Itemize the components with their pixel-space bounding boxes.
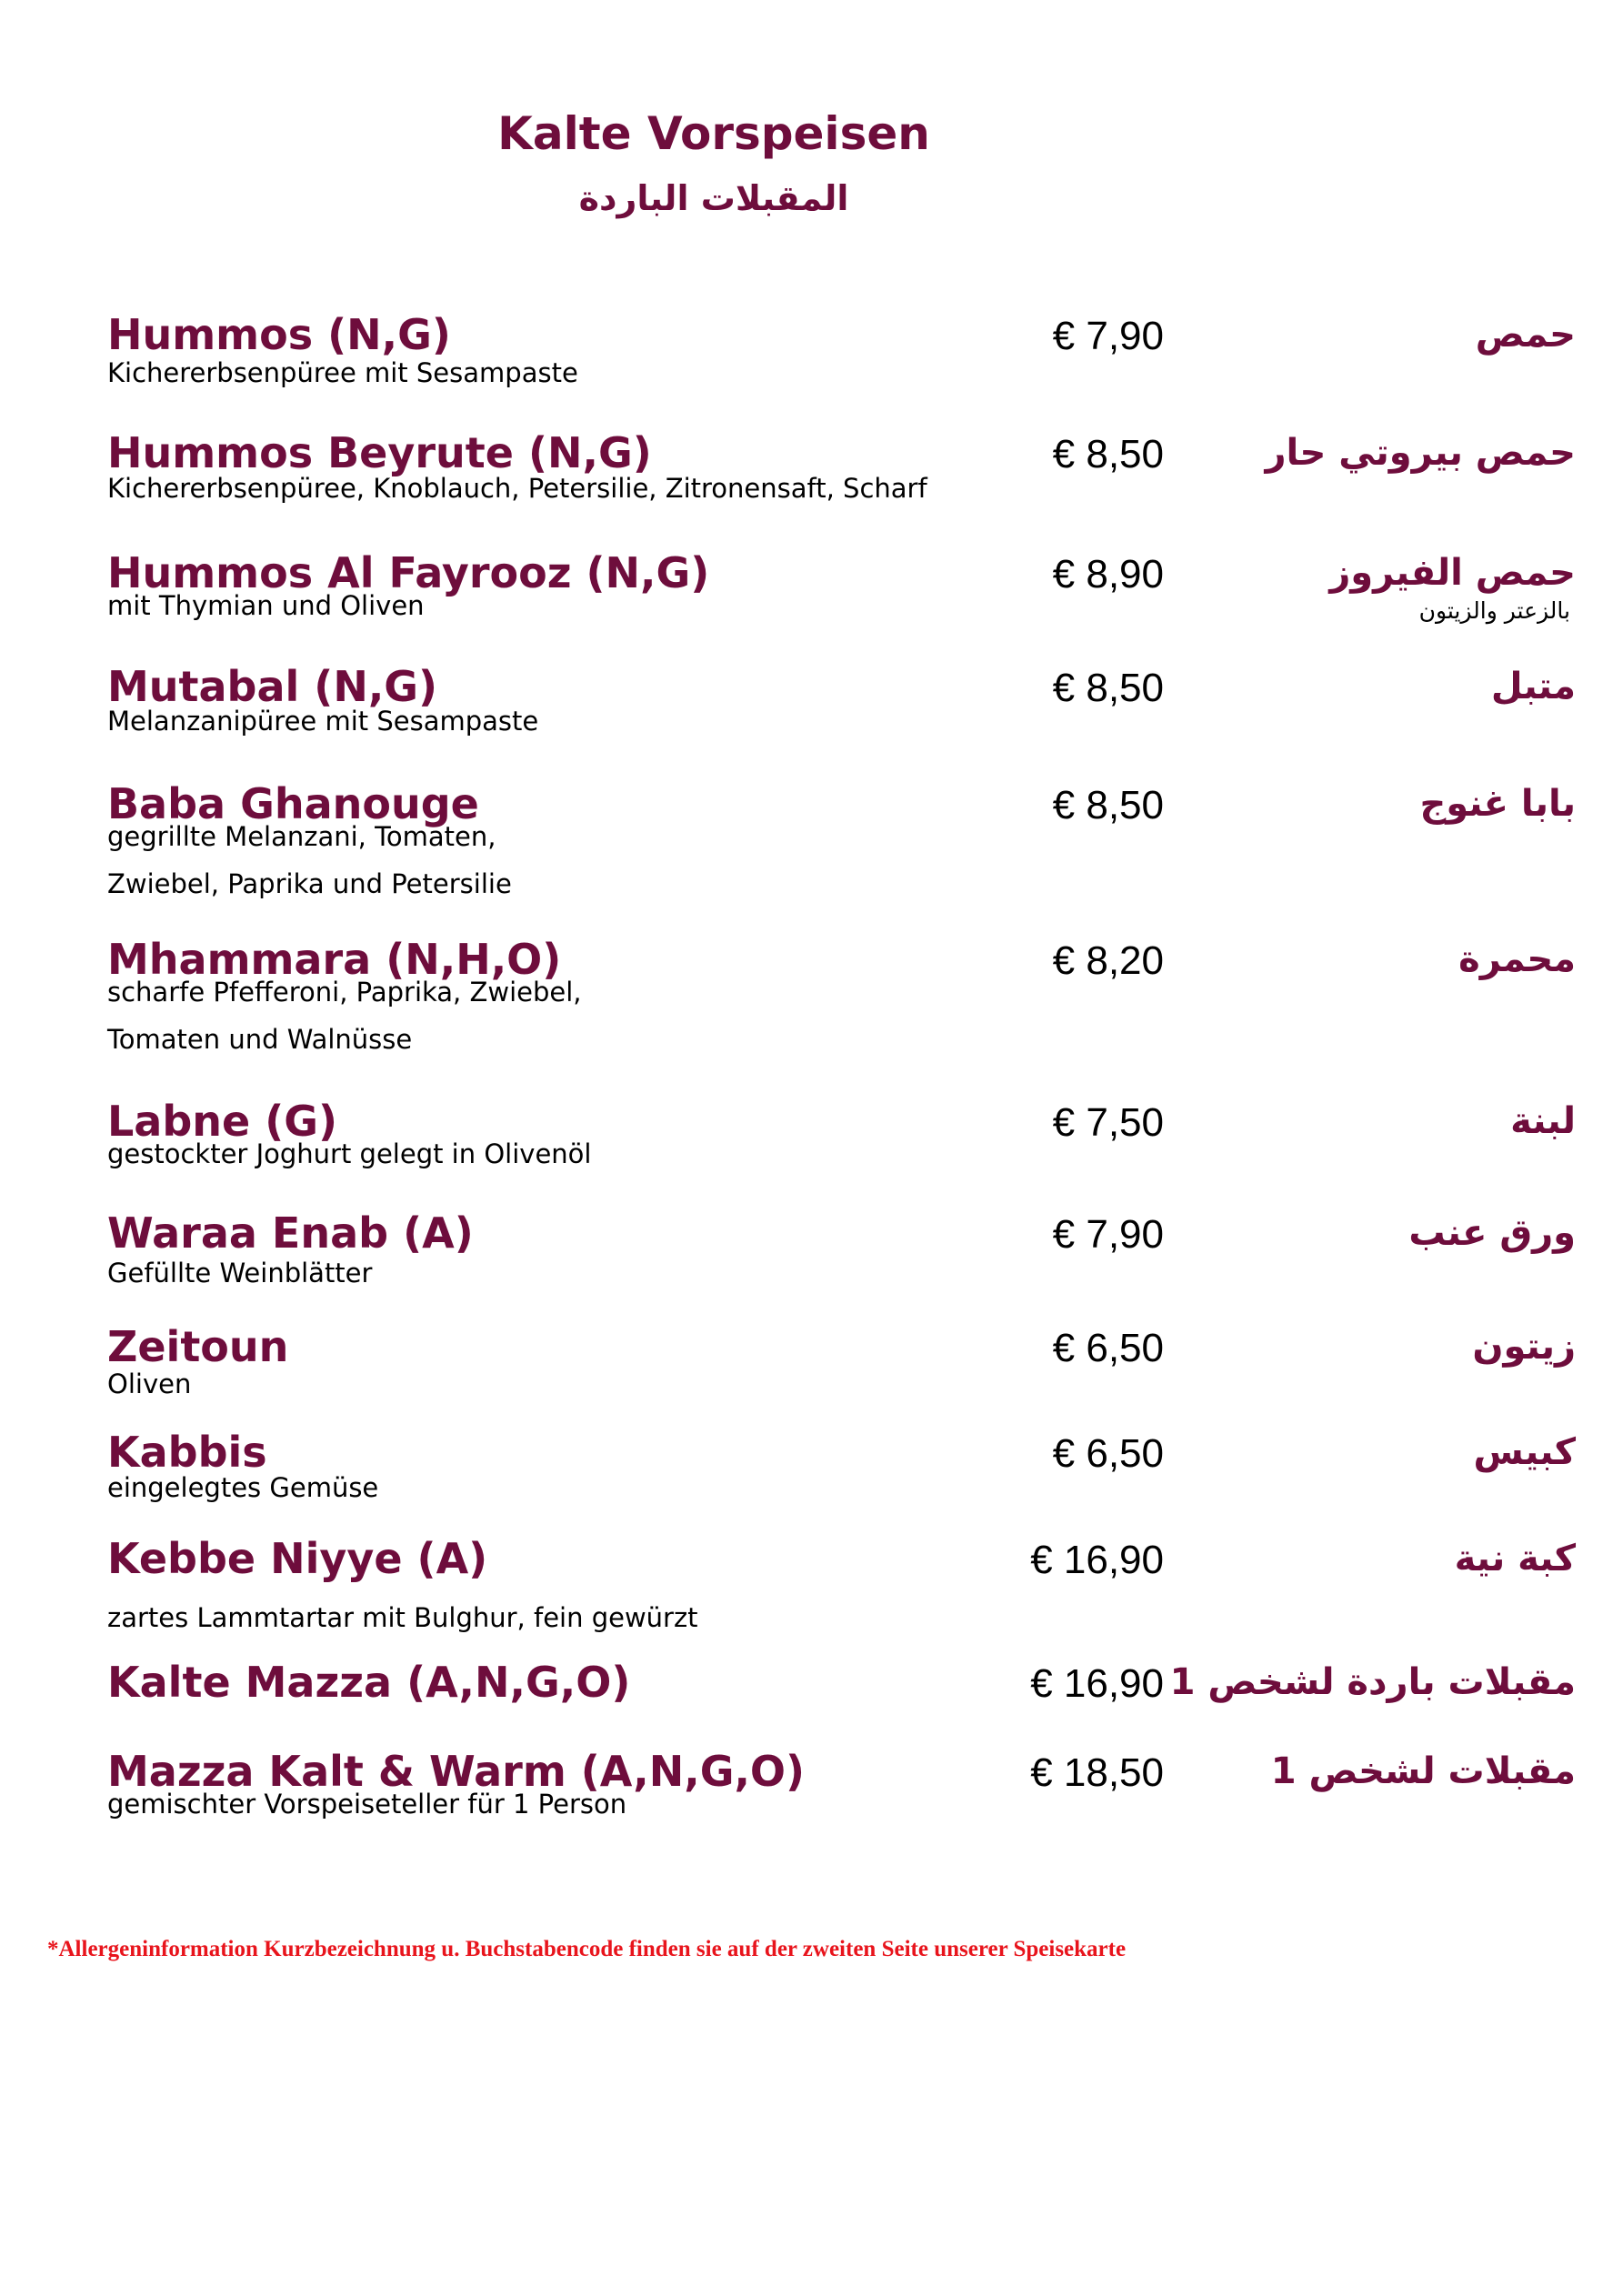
dish-description: Gefüllte Weinblätter (107, 1258, 373, 1288)
dish-price: € 18,50 (1030, 1750, 1164, 1795)
dish-description: gemischter Vorspeiseteller für 1 Person (107, 1789, 627, 1820)
dish-name-arabic: حمص الفيروز (1329, 552, 1576, 594)
dish-name: Labne (G) (107, 1097, 338, 1146)
dish-price: € 7,90 (1052, 1212, 1164, 1257)
dish-price: € 6,50 (1052, 1326, 1164, 1370)
dish-name-arabic: كبة نية (1454, 1538, 1576, 1579)
dish-price: € 8,20 (1052, 938, 1164, 983)
page-title-arabic: المقبلات الباردة (578, 178, 849, 218)
dish-name-arabic: مقبلات باردة لشخص 1 (1169, 1661, 1576, 1703)
dish-name-arabic: بابا غنوج (1419, 783, 1576, 825)
dish-description: gegrillte Melanzani, Tomaten, (107, 821, 496, 852)
dish-description: eingelegtes Gemüse (107, 1472, 379, 1503)
dish-price: € 8,90 (1052, 552, 1164, 597)
dish-name-arabic: مقبلات لشخص 1 (1270, 1750, 1576, 1792)
dish-name: Hummos Al Fayrooz (N,G) (107, 548, 710, 597)
dish-name: Hummos (N,G) (107, 310, 451, 359)
dish-price: € 8,50 (1052, 783, 1164, 827)
dish-name: Baba Ghanouge (107, 779, 479, 828)
dish-name-arabic: حمص بيروتي حار (1265, 432, 1576, 474)
dish-name-arabic: ورق عنب (1408, 1212, 1576, 1254)
dish-description: Zwiebel, Paprika und Petersilie (107, 868, 512, 899)
dish-description: Melanzanipüree mit Sesampaste (107, 706, 539, 737)
page-title: Kalte Vorspeisen (497, 107, 930, 160)
dish-price: € 16,90 (1030, 1538, 1164, 1582)
dish-name: Zeitoun (107, 1322, 289, 1371)
dish-name: Mhammara (N,H,O) (107, 935, 562, 984)
dish-description: zartes Lammtartar mit Bulghur, fein gewürzt (107, 1602, 698, 1633)
dish-name-arabic: كبيس (1473, 1431, 1576, 1473)
dish-description: Kichererbsenpüree mit Sesampaste (107, 357, 578, 388)
dish-price: € 7,50 (1052, 1100, 1164, 1145)
dish-description: gestockter Joghurt gelegt in Olivenöl (107, 1138, 592, 1169)
dish-price: € 6,50 (1052, 1431, 1164, 1476)
dish-name-arabic: متبل (1490, 666, 1576, 707)
dish-description: Oliven (107, 1369, 192, 1399)
dish-price: € 16,90 (1030, 1661, 1164, 1706)
dish-price: € 7,90 (1052, 314, 1164, 358)
dish-name: Waraa Enab (A) (107, 1208, 474, 1258)
dish-name: Mazza Kalt & Warm (A,N,G,O) (107, 1747, 806, 1796)
dish-name: Kalte Mazza (A,N,G,O) (107, 1658, 631, 1707)
dish-name-arabic: حمص (1475, 314, 1576, 356)
allergen-footnote: *Allergeninformation Kurzbezeichnung u. Buchstabencode finden sie auf der zweiten Seite unserer Speisekarte (47, 1937, 1127, 1961)
dish-name: Kabbis (107, 1428, 267, 1477)
dish-name-arabic: زيتون (1472, 1326, 1576, 1368)
dish-description: mit Thymian und Oliven (107, 590, 425, 621)
dish-price: € 8,50 (1052, 432, 1164, 476)
dish-name: Hummos Beyrute (N,G) (107, 428, 652, 477)
dish-description: Kichererbsenpüree, Knoblauch, Petersilie, Zitronensaft, Scharf (107, 473, 927, 504)
dish-name: Kebbe Niyye (A) (107, 1534, 488, 1583)
dish-description-arabic: بالزعتر والزيتون (1418, 597, 1570, 624)
dish-name: Mutabal (N,G) (107, 662, 438, 711)
dish-name-arabic: محمرة (1458, 938, 1576, 980)
dish-price: € 8,50 (1052, 666, 1164, 710)
dish-description: scharfe Pfefferoni, Paprika, Zwiebel, (107, 977, 582, 1008)
dish-name-arabic: لبنة (1510, 1100, 1576, 1142)
dish-description: Tomaten und Walnüsse (107, 1024, 413, 1055)
